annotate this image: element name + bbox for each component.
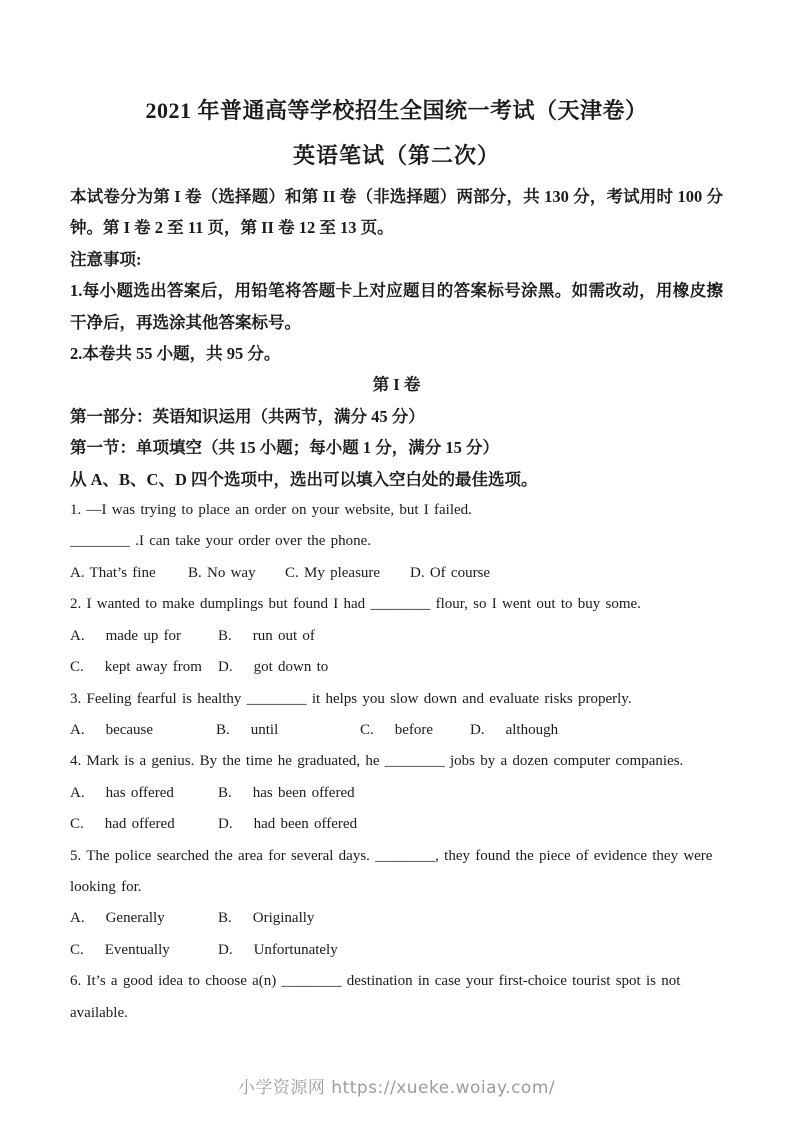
body-text bbox=[70, 181, 723, 1029]
question-1-stem-line-1: 1. —I was trying to place an order on your website, but I failed. bbox=[70, 502, 472, 519]
question-4-option-b: B. has been offered bbox=[218, 784, 355, 801]
section1-1-heading: 第一节：单项填空（共 15 小题；每小题 1 分，满分 15 分） bbox=[70, 438, 499, 458]
question-4-options-row-1 bbox=[70, 778, 723, 809]
question-5-options-row-2 bbox=[70, 935, 723, 966]
question-1-option-d: D. Of course bbox=[410, 564, 491, 581]
question-6-stem: 6. It’s a good idea to choose a(n) ________ destination in case your first-choice tourist spot is not available. bbox=[70, 973, 681, 1021]
question-1-option-a: A. That’s fine bbox=[70, 564, 156, 581]
question-2-stem: 2. I wanted to make dumplings but found I had ________ flour, so I went out to buy some. bbox=[70, 596, 641, 613]
question-4-option-a: A. has offered bbox=[70, 784, 174, 801]
question-4 bbox=[70, 746, 723, 840]
doc-title: 2021 年普通高等学校招生全国统一考试（天津卷） bbox=[145, 98, 648, 123]
question-1-stem-line-2: ________ .I can take your order over the phone. bbox=[70, 533, 372, 550]
question-1-option-b: B. No way bbox=[188, 564, 256, 581]
footer-watermark: 小学资源网 https://xueke.woiay.com/ bbox=[237, 1078, 556, 1098]
question-1 bbox=[70, 495, 723, 589]
doc-subtitle: 英语笔试（第二次） bbox=[292, 143, 500, 168]
question-2-options-row-2 bbox=[70, 652, 723, 683]
question-5 bbox=[70, 841, 723, 967]
question-2 bbox=[70, 589, 723, 683]
question-2-option-a: A. made up for bbox=[70, 627, 182, 644]
question-5-option-d: D. Unfortunately bbox=[218, 941, 338, 958]
notice-item-1: 1.每小题选出答案后，用铅笔将答题卡上对应题目的答案标号涂黑。如需改动，用橡皮擦干净后，再选涂其他答案标号。 bbox=[70, 281, 723, 332]
question-1-options bbox=[70, 558, 723, 589]
question-4-option-c: C. had offered bbox=[70, 816, 175, 833]
question-5-option-a: A. Generally bbox=[70, 910, 165, 927]
question-3-option-a: A. because bbox=[70, 721, 154, 738]
question-4-options-row-2 bbox=[70, 809, 723, 840]
question-2-option-b: B. run out of bbox=[218, 627, 315, 644]
question-3 bbox=[70, 684, 723, 747]
question-5-stem: 5. The police searched the area for several days. ________, they found the piece of evidence they were looking for. bbox=[70, 847, 713, 895]
question-3-option-c: C. before bbox=[360, 721, 434, 738]
section1-1-instruction: 从 A、B、C、D 四个选项中，选出可以填入空白处的最佳选项。 bbox=[70, 469, 538, 489]
notice-item-2: 2.本卷共 55 小题，共 95 分。 bbox=[70, 344, 281, 364]
question-1-option-c: C. My pleasure bbox=[285, 564, 381, 581]
question-3-stem: 3. Feeling fearful is healthy ________ it helps you slow down and evaluate risks properly. bbox=[70, 690, 632, 707]
question-4-option-d: D. had been offered bbox=[218, 816, 358, 833]
question-5-option-b: B. Originally bbox=[218, 910, 315, 927]
question-4-stem: 4. Mark is a genius. By the time he graduated, he ________ jobs by a dozen computer companies. bbox=[70, 753, 684, 770]
part1-heading: 第 I 卷 bbox=[372, 375, 421, 395]
question-3-option-d: D. although bbox=[470, 721, 559, 738]
question-5-options-row-1 bbox=[70, 903, 723, 934]
question-3-options bbox=[70, 715, 723, 746]
question-2-option-c: C. kept away from bbox=[70, 659, 202, 676]
question-6 bbox=[70, 966, 723, 1029]
question-2-option-d: D. got down to bbox=[218, 659, 329, 676]
notice-heading: 注意事项: bbox=[70, 249, 142, 269]
intro-paragraph-1: 本试卷分为第 I 卷（选择题）和第 II 卷（非选择题）两部分，共 130 分，考试用时 100 分钟。第 I 卷 2 至 11 页，第 II 卷 12 至 13 页。 bbox=[70, 187, 723, 238]
question-2-options-row-1 bbox=[70, 621, 723, 652]
question-3-option-b: B. until bbox=[216, 721, 279, 738]
section1-heading: 第一部分：英语知识运用（共两节，满分 45 分） bbox=[70, 406, 425, 426]
question-5-option-c: C. Eventually bbox=[70, 941, 170, 958]
